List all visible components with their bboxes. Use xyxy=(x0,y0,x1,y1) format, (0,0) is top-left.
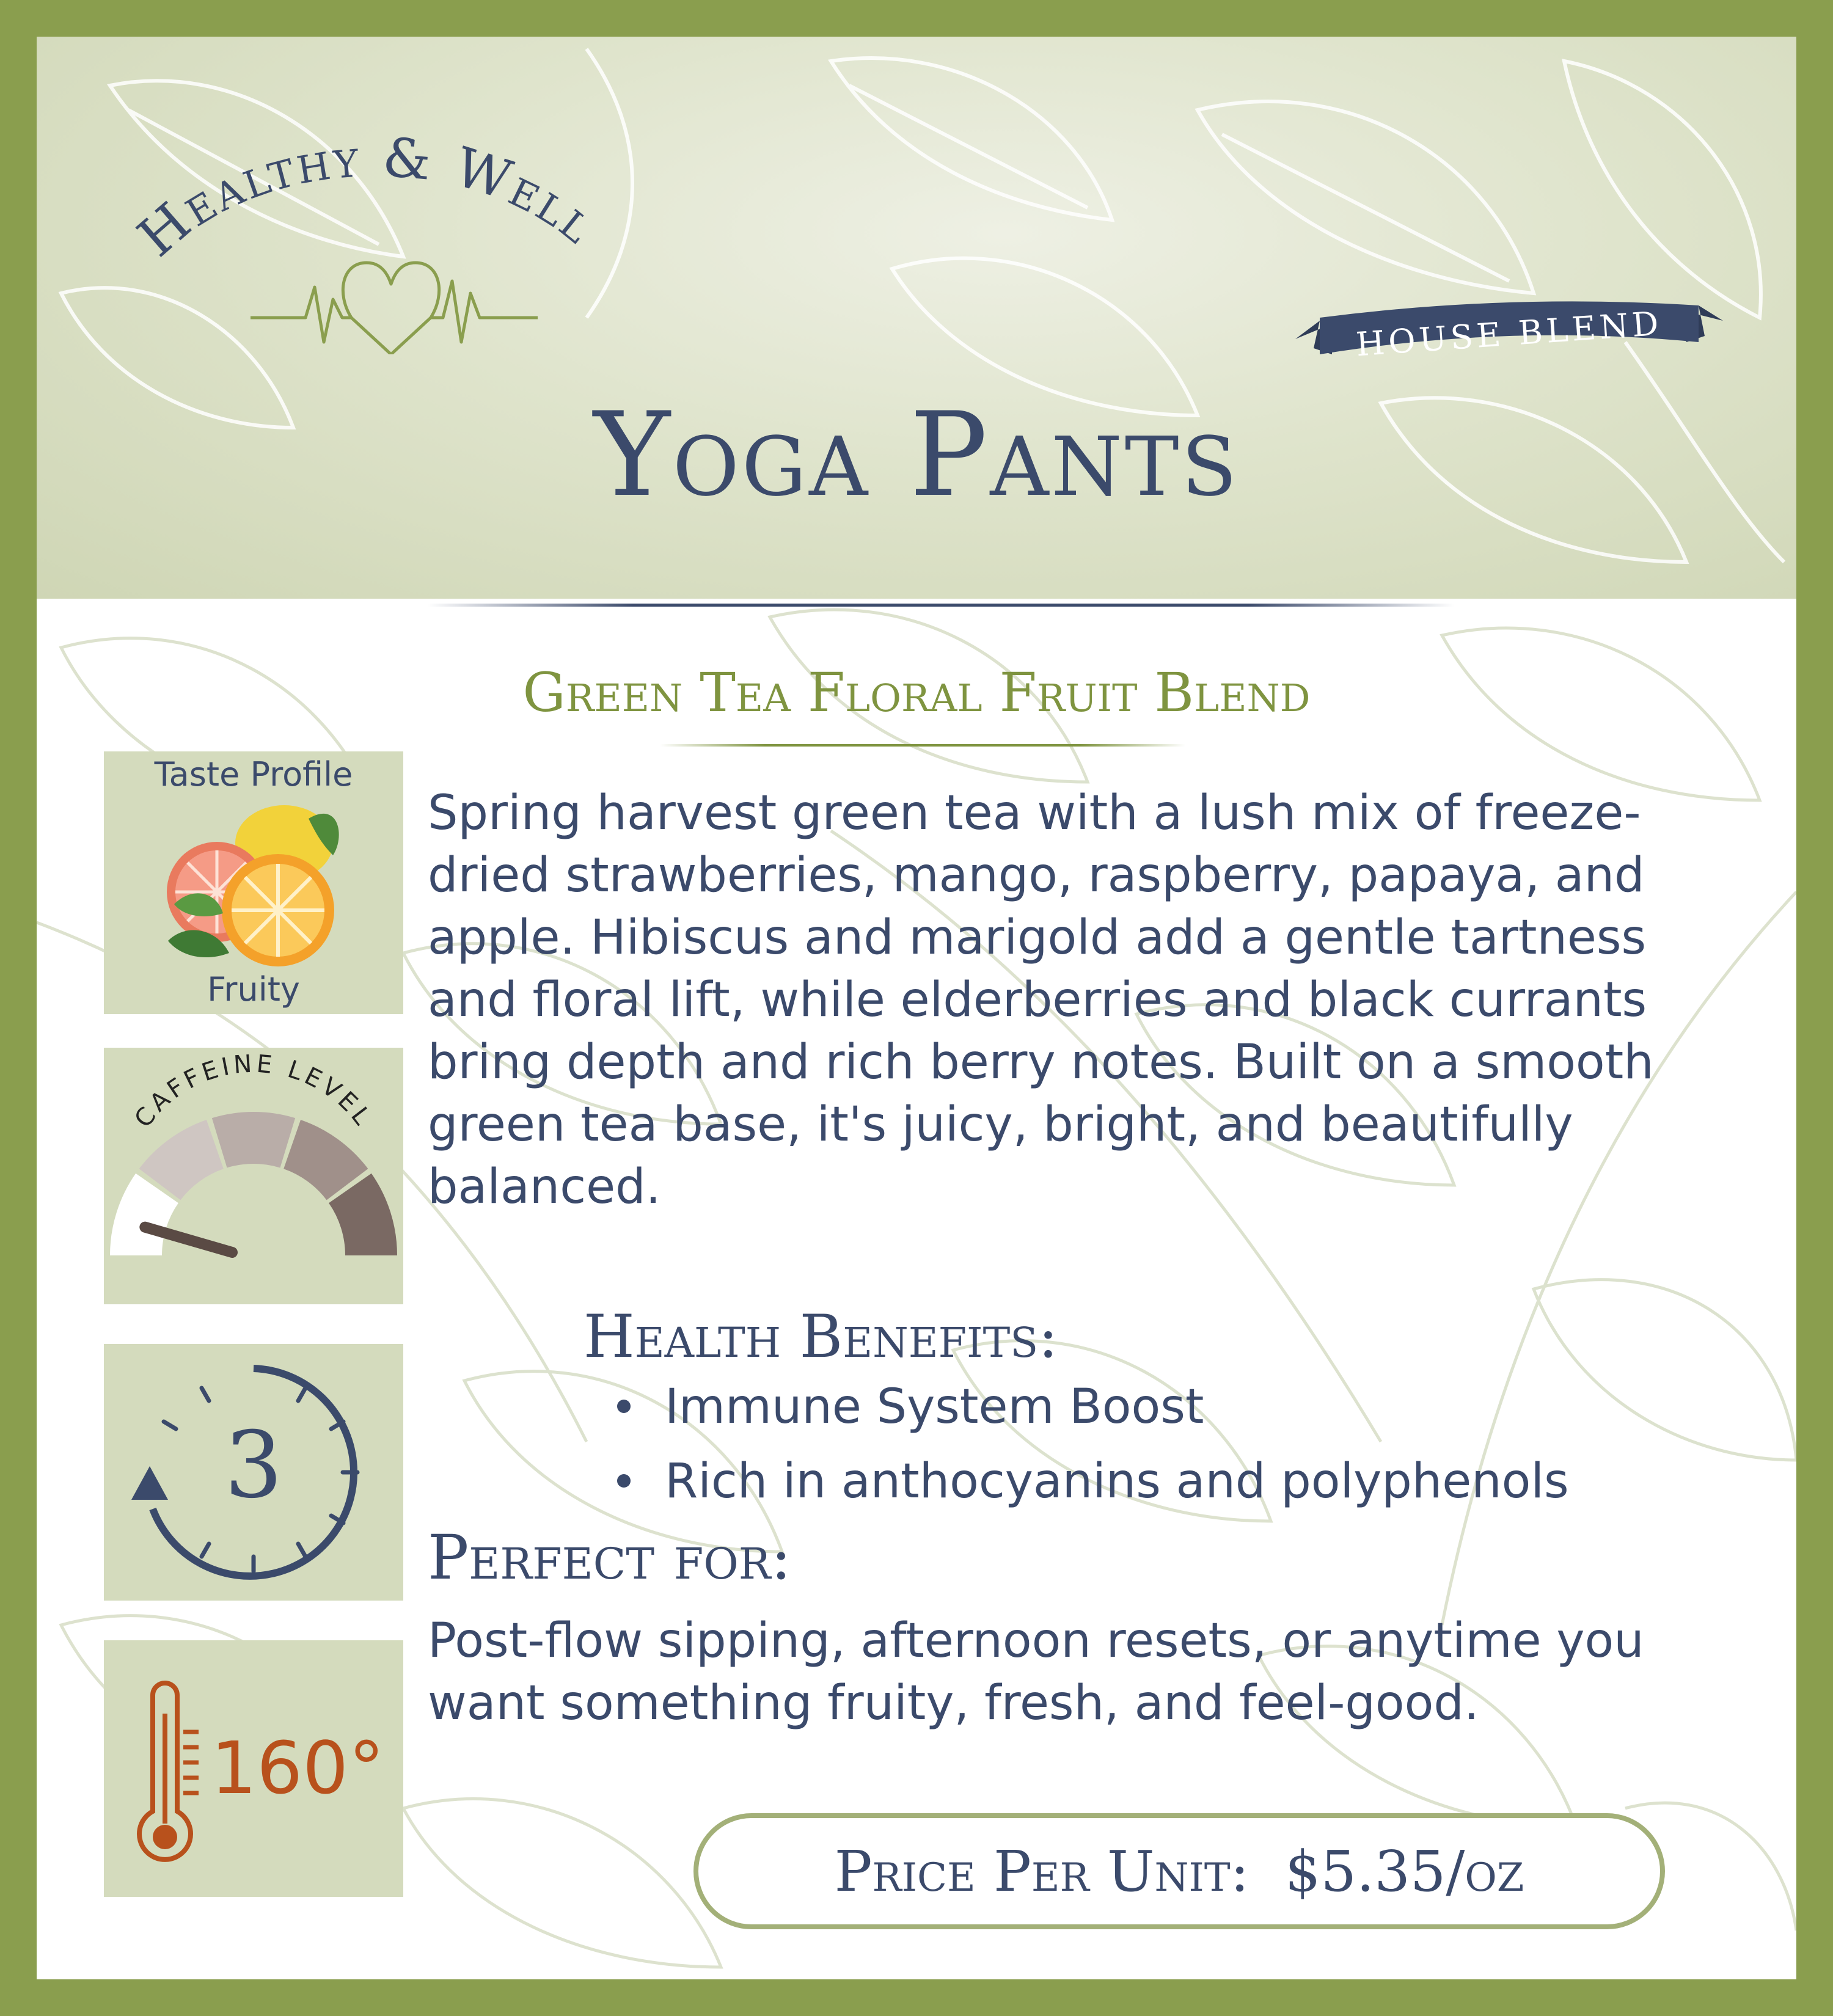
bullet-icon xyxy=(617,1474,631,1488)
price-label: Price Per Unit: xyxy=(834,1838,1249,1904)
steep-time-panel xyxy=(104,1344,403,1601)
heart-pulse-icon xyxy=(251,263,538,354)
perfect-for-heading: Perfect for: xyxy=(428,1522,792,1593)
caffeine-label: CAFFEINE LEVEL xyxy=(129,1050,378,1133)
caffeine-gauge xyxy=(104,1048,403,1304)
benefit-item xyxy=(617,1379,1204,1434)
tea-label-card xyxy=(37,37,1796,1979)
caffeine-level-panel xyxy=(104,1048,403,1304)
perfect-for-text: Post-flow sipping, afternoon resets, or anytime you want something fruity, fresh, and feel-good. xyxy=(428,1613,1644,1731)
product-title: Yoga Pants xyxy=(593,387,1240,522)
temperature-value: 160° xyxy=(211,1726,385,1810)
benefit-item xyxy=(617,1454,1569,1509)
brand-logo xyxy=(73,110,660,354)
benefit-text: Rich in anthocyanins and polyphenols xyxy=(665,1454,1569,1509)
steep-minutes: 3 xyxy=(224,1412,283,1519)
price-box xyxy=(693,1813,1665,1929)
title-divider xyxy=(428,604,1454,607)
svg-text:Healthy & Well xyxy=(126,125,609,269)
price-value: $5.35/oz xyxy=(1285,1838,1524,1904)
house-blend-ribbon xyxy=(1295,287,1723,379)
benefit-text: Immune System Boost xyxy=(665,1379,1204,1434)
taste-profile-value: Fruity xyxy=(207,970,300,1009)
caffeine-gauge-segment xyxy=(212,1112,295,1167)
thermometer-icon xyxy=(122,1677,208,1872)
taste-profile-panel xyxy=(104,751,403,1014)
citrus-fruit-icon xyxy=(162,794,345,971)
timer-icon xyxy=(104,1344,403,1601)
product-subtitle: Green Tea Floral Fruit Blend xyxy=(522,661,1311,724)
subtitle-divider xyxy=(660,744,1185,747)
product-description: Spring harvest green tea with a lush mix of freeze-dried strawberries, mango, raspberry, papaya, and apple. Hibiscus and marigold add a gentle tartness and floral lift, while elderberries and black currants bring depth and rich berry notes. Built on a smooth green tea base, it's juicy, bright, and beautifully balanced. xyxy=(428,786,1654,1214)
bullet-icon xyxy=(617,1400,631,1413)
temperature-panel xyxy=(104,1640,403,1897)
ribbon-label: HOUSE BLEND xyxy=(1355,304,1664,364)
taste-profile-heading: Taste Profile xyxy=(154,755,353,794)
health-benefits-heading: Health Benefits: xyxy=(584,1302,1058,1371)
brand-name: Healthy & Well xyxy=(126,125,610,269)
